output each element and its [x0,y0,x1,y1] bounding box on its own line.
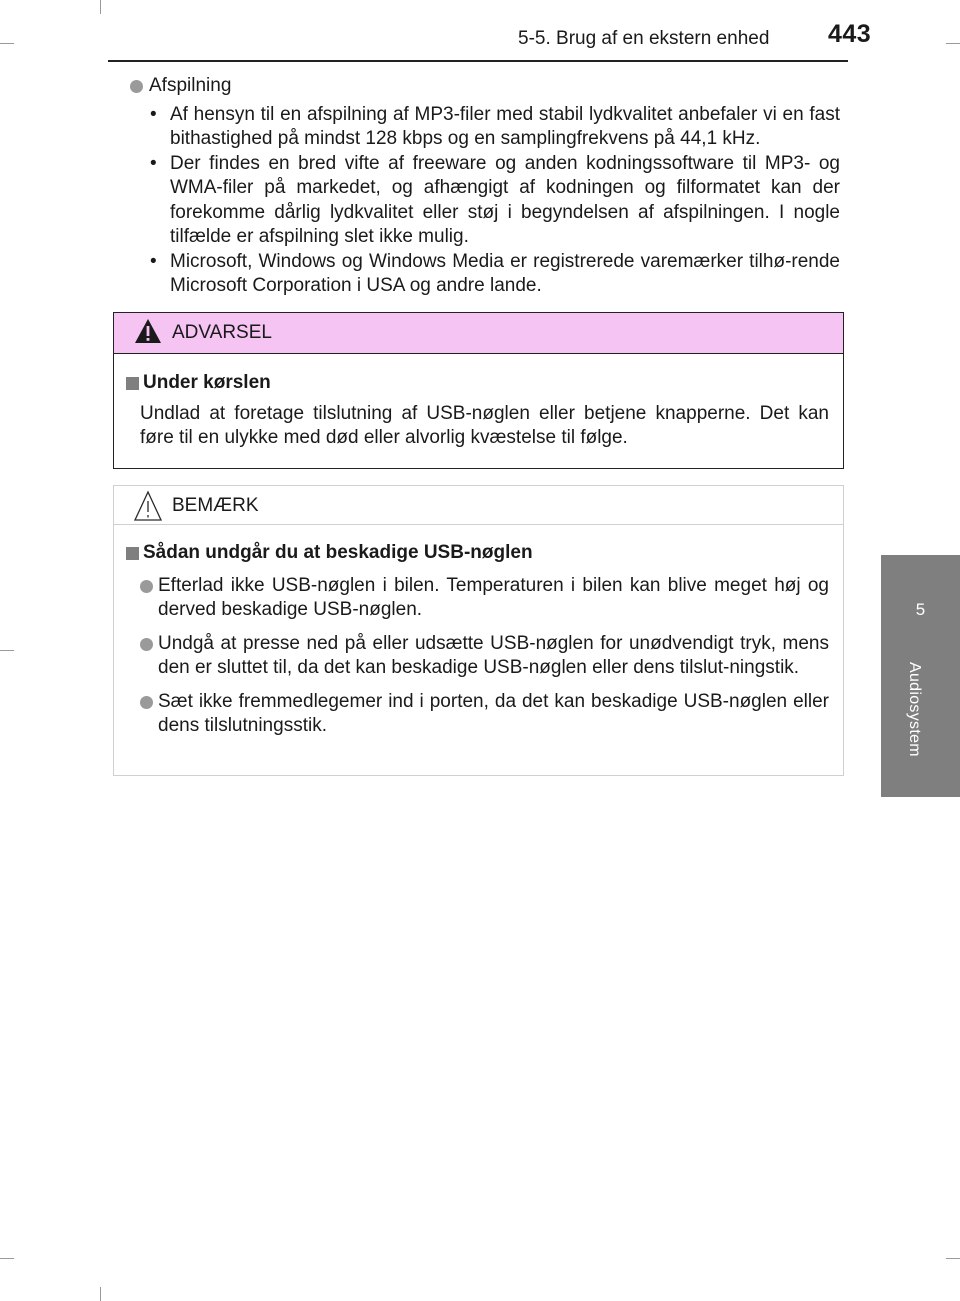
crop-mark [0,1258,14,1259]
playback-heading-row [130,74,840,99]
crop-mark [946,1258,960,1259]
notice-triangle-icon [134,490,162,527]
warning-box [113,312,844,469]
playback-list [138,103,840,299]
crop-mark [100,0,101,14]
list-item: • Der findes en bred vifte af freeware og anden kodningssoftware til MP3- og WMA-filer på markedet, og afhængigt af kodningen og filformatet kan der forekomme dårlig lydkvalitet eller støj i begyndelsen af afspilningen. I nogle tilfælde er afspilning slet ikke mulig. [150,152,840,247]
list-item-text: Microsoft, Windows og Windows Media er registrerede varemærker tilhø-rende Microsoft Corporation i USA og andre lande. [170,250,840,296]
notice-body [114,525,843,739]
bullet-dot-icon [130,80,143,93]
list-item-text: Af hensyn til en afspilning af MP3-filer med stabil lydkvalitet anbefaler vi en fast bithastighed på mindst 128 kbps og en samplingfrekvens på 44,1 kHz. [170,103,840,149]
list-item-text: Sæt ikke fremmedlegemer ind i porten, da det kan beskadige USB-nøglen eller dens tilslutningsstik. [158,690,829,736]
square-bullet-icon [126,377,139,390]
warning-section-title: Under kørslen [143,372,271,393]
list-item [140,632,829,681]
warning-body [114,354,843,451]
notice-title: BEMÆRK [172,495,259,516]
notice-section-title: Sådan undgår du at beskadige USB-nøglen [143,542,533,563]
crop-mark [0,43,14,44]
list-item-text: Efterlad ikke USB-nøglen i bilen. Temperaturen i bilen kan blive meget høj og derved beskadige USB-nøglen. [158,574,829,620]
header-rule [108,60,848,62]
playback-section [130,74,840,299]
notice-box [113,485,844,776]
square-bullet-icon [126,547,139,560]
warning-header [114,313,843,354]
list-item: • Microsoft, Windows og Windows Media er registrerede varemærker tilhø-rende Microsoft Corporation i USA og andre lande. [150,250,840,296]
warning-triangle-icon [134,317,162,350]
notice-section-title-row [126,541,829,566]
section-header: 5-5. Brug af en ekstern enhed [518,28,770,49]
crop-mark [946,43,960,44]
warning-text: Undlad at foretage tilslutning af USB-nøglen eller betjene knapperne. Det kan føre til en ulykke med død eller alvorlig kvæstelse til følge. [140,402,829,448]
list-item-text: Undgå at presse ned på eller udsætte USB-nøglen for unødvendigt tryk, mens den er sluttet til, da det kan beskadige USB-nøglen eller dens tilslut-ningstik. [158,632,829,678]
crop-mark [100,1287,101,1301]
notice-header [114,486,843,525]
list-item: • Af hensyn til en afspilning af MP3-filer med stabil lydkvalitet anbefaler vi en fast bithastighed på mindst 128 kbps og en samplingfrekvens på 44,1 kHz. [150,103,840,149]
list-item-text: Der findes en bred vifte af freeware og anden kodningssoftware til MP3- og WMA-filer på markedet, og afhængigt af kodningen og filformatet kan der forekomme dårlig lydkvalitet eller støj i begyndelsen af afspilningen. I nogle tilfælde er afspilning slet ikke mulig. [170,152,840,247]
bullet-dot-icon [140,580,153,593]
chapter-label: Audiosystem [906,662,923,757]
list-item [140,690,829,739]
bullet-dot-icon [140,638,153,651]
chapter-number: 5 [915,600,926,619]
page-number: 443 [828,20,872,48]
list-item [140,574,829,623]
warning-title: ADVARSEL [172,322,272,343]
playback-heading: Afspilning [149,75,232,96]
warning-section-title-row [126,371,829,396]
bullet-dot-icon [140,696,153,709]
crop-mark [0,650,14,651]
